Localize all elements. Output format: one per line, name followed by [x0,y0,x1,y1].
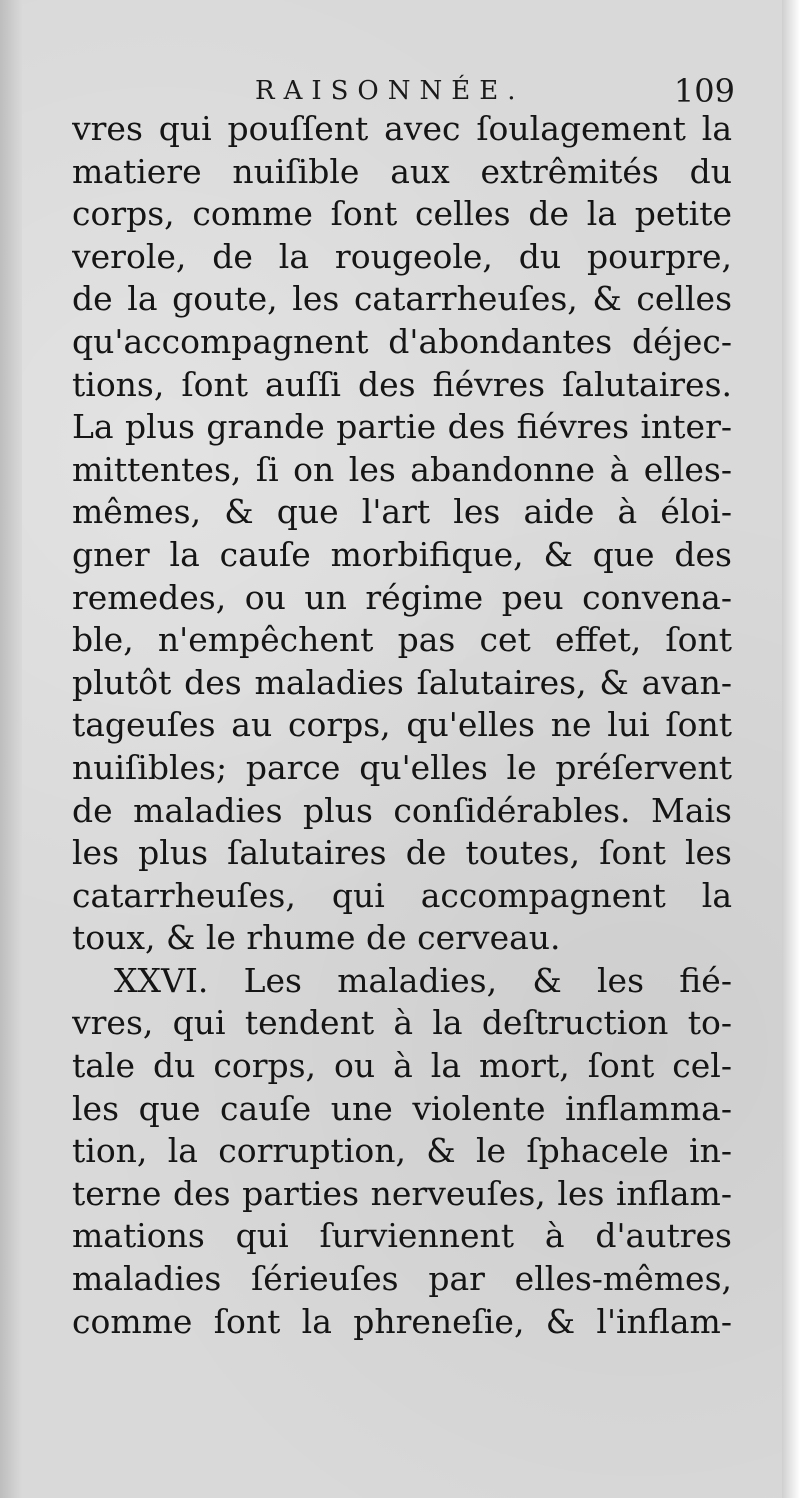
text-line: corps, comme ſont celles de la petite [72,194,732,234]
text-line: matiere nuiſible aux extrêmités du [72,151,732,191]
text-line: de la goute, les catarrheuſes, & celles [72,279,732,319]
text-line: gner la cauſe morbifique, & que des [72,534,732,574]
text-line: mittentes, ſi on les abandonne à elles- [72,449,732,489]
text-line: les plus ſalutaires de toutes, ſont les [72,833,732,873]
text-line: tions, ſont auſſi des fiévres ſalutaires. [72,364,732,404]
text-line: remedes, ou un régime peu convena- [72,577,732,617]
text-line: tageuſes au corps, qu'elles ne lui ſont [72,705,732,745]
text-line: La plus grande partie des fiévres inter- [72,407,732,447]
text-line: maladies ſérieuſes par elles-mêmes, [72,1259,732,1299]
page-left-shadow [0,0,22,1498]
text-line: toux, & le rhume de cerveau. [72,918,561,958]
text-line: nuiſibles; parce qu'elles le préſervent [72,747,732,787]
text-line: les que cauſe une violente inflamma- [72,1088,732,1128]
text-line: qu'accompagnent d'abondantes déjec- [72,321,732,361]
page-number: 109 [673,72,735,110]
text-line: de maladies plus conſidérables. Mais [72,790,732,830]
text-line: terne des parties nerveuſes, les inflam- [72,1173,732,1213]
text-line: plutôt des maladies ſalutaires, & avan- [72,662,732,702]
text-line: catarrheuſes, qui accompagnent la [72,875,732,915]
running-head: RAISONNÉE. [255,76,525,106]
text-line: ble, n'empêchent pas cet effet, ſont [72,620,732,660]
page-right-edge [782,0,800,1498]
body-text [72,108,732,1343]
text-line: comme ſont la phreneſie, & l'inflam- [72,1301,732,1341]
text-line: mations qui ſurviennent à d'autres [72,1216,732,1256]
text-line: XXVI. Les maladies, & les fié- [114,960,732,1000]
text-line: verole, de la rougeole, du pourpre, [72,236,732,276]
text-line: vres qui pouſſent avec ſoulagement la [72,109,732,148]
text-line: mêmes, & que l'art les aide à éloi- [72,492,732,532]
text-line: tale du corps, ou à la mort, ſont cel- [72,1046,732,1086]
text-line: tion, la corruption, & le ſphacele in- [72,1131,732,1171]
text-line: vres, qui tendent à la deſtruction to- [72,1003,732,1043]
page-header [255,72,735,112]
